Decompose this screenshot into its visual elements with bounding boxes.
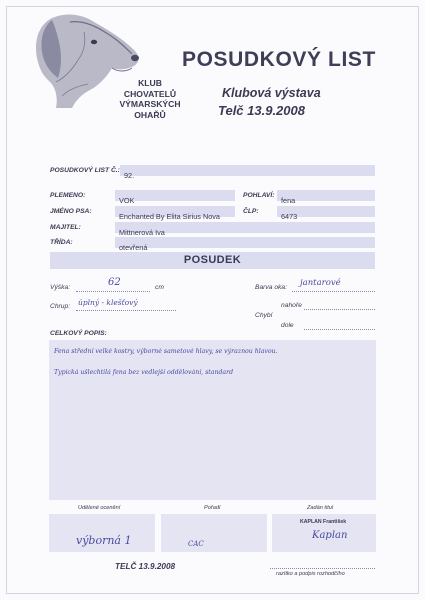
dog-name-value: Enchanted By Elita Sirius Nova bbox=[119, 212, 220, 221]
teeth-line bbox=[76, 310, 176, 311]
owner-value: Mittnerová Iva bbox=[119, 228, 165, 237]
grade-value: výborná 1 bbox=[76, 534, 132, 547]
title-awarded-label: Zadán titul bbox=[307, 505, 334, 511]
sheet-number-value: 92. bbox=[124, 171, 135, 180]
eye-color-line bbox=[292, 291, 375, 292]
overall-description-label: CELKOVÝ POPIS: bbox=[50, 330, 107, 337]
breed-label: PLEMENO: bbox=[50, 192, 86, 199]
breed-field bbox=[115, 190, 235, 205]
height-line bbox=[76, 291, 150, 292]
description-line-2: Typická ušlechtilá fena bez vedlejší oddělování, standard bbox=[54, 369, 234, 376]
placement-box bbox=[161, 514, 267, 552]
lower-label: dole bbox=[281, 322, 294, 329]
judge-signature: Kaplan bbox=[312, 530, 348, 541]
placement-value: CAC bbox=[188, 540, 204, 548]
club-name: KLUB CHOVATELŮ VÝMARSKÝCH OHAŘŮ bbox=[119, 78, 181, 120]
studbook-value: 6473 bbox=[281, 212, 298, 221]
event-place-date: Telč 13.9.2008 bbox=[218, 103, 305, 118]
eye-color-value: jantarové bbox=[300, 278, 341, 288]
class-label: TŘÍDA: bbox=[50, 239, 73, 246]
signature-line bbox=[270, 568, 375, 569]
missing-label: Chybí bbox=[255, 312, 273, 319]
owner-field bbox=[115, 222, 375, 237]
sheet-number-field bbox=[120, 165, 375, 180]
class-field bbox=[115, 237, 375, 252]
overall-description-box bbox=[49, 340, 376, 500]
event-name: Klubová výstava bbox=[222, 86, 321, 100]
sex-label: POHLAVÍ: bbox=[243, 192, 275, 199]
placement-label: Pořadí bbox=[204, 505, 221, 511]
sex-field bbox=[277, 190, 375, 205]
eye-color-label: Barva oka: bbox=[255, 284, 287, 291]
class-value: otevřená bbox=[119, 243, 148, 252]
sex-value: fena bbox=[281, 196, 296, 205]
studbook-field bbox=[277, 206, 375, 221]
description-line-1: Fena střední velké kostry, výborné sametové hlavy, se výraznou hlavou. bbox=[54, 348, 278, 355]
height-label: Výška: bbox=[50, 284, 71, 291]
sheet-number-label: POSUDKOVÝ LIST Č.: bbox=[50, 167, 120, 174]
upper-label: nahoře bbox=[281, 302, 302, 309]
assessment-title: POSUDEK bbox=[183, 254, 242, 266]
signature-caption: razítko a podpis rozhodčího bbox=[276, 571, 345, 577]
upper-line bbox=[304, 309, 375, 310]
dog-name-field bbox=[115, 206, 235, 221]
height-value: 62 bbox=[108, 277, 121, 288]
footer-place-date: TELČ 13.9.2008 bbox=[115, 562, 176, 571]
lower-line bbox=[304, 329, 375, 330]
height-unit: cm bbox=[155, 284, 164, 291]
judge-stamp-name: KAPLAN František bbox=[300, 519, 347, 525]
breed-value: VOK bbox=[119, 196, 135, 205]
document-title: POSUDKOVÝ LIST bbox=[182, 48, 376, 71]
owner-label: MAJITEL: bbox=[50, 224, 81, 231]
dog-name-label: JMÉNO PSA: bbox=[50, 208, 92, 215]
grade-label: Udělené ocenění bbox=[78, 505, 121, 511]
teeth-label: Chrup: bbox=[50, 303, 71, 310]
studbook-label: ČLP: bbox=[243, 208, 259, 215]
teeth-value: úplný - klešťový bbox=[78, 298, 138, 307]
